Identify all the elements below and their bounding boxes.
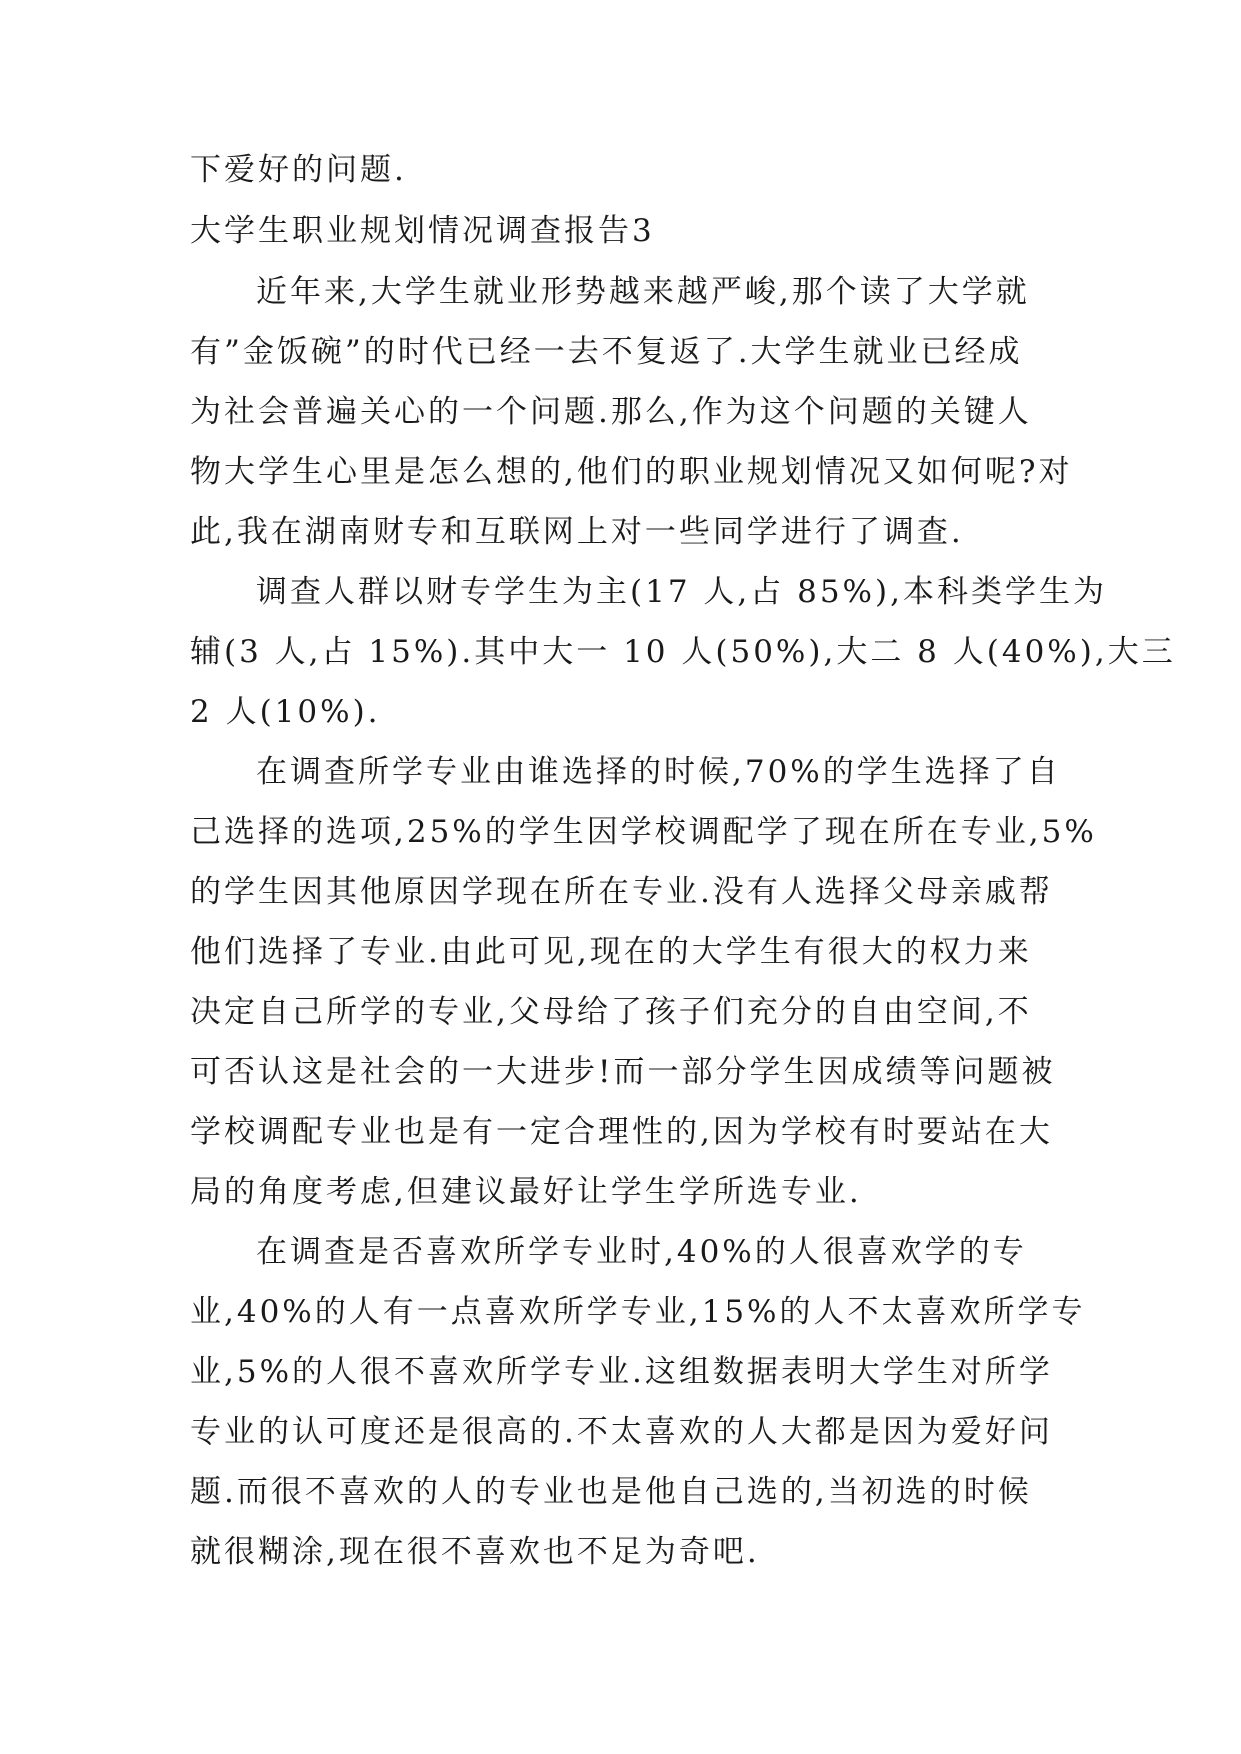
text-line: 题.而很不喜欢的人的专业也是他自己选的,当初选的时候 <box>190 1474 1032 1510</box>
text-line: 为社会普遍关心的一个问题.那么,作为这个问题的关键人 <box>190 394 1032 430</box>
text-line: 可否认这是社会的一大进步!而一部分学生因成绩等问题被 <box>190 1054 1056 1090</box>
text-line: 业,5%的人很不喜欢所学专业.这组数据表明大学生对所学 <box>190 1354 1053 1390</box>
text-line: 调查人群以财专学生为主(17 人,占 85%),本科类学生为 <box>256 574 1107 610</box>
text-line: 己选择的选项,25%的学生因学校调配学了现在所在专业,5% <box>190 814 1097 850</box>
text-line: 辅(3 人,占 15%).其中大一 10 人(50%),大二 8 人(40%),大三 <box>190 634 1176 670</box>
text-line: 在调查所学专业由谁选择的时候,70%的学生选择了自 <box>256 754 1061 790</box>
text-line: 物大学生心里是怎么想的,他们的职业规划情况又如何呢?对 <box>190 454 1073 490</box>
text-line: 此,我在湖南财专和互联网上对一些同学进行了调查. <box>190 514 964 550</box>
text-line: 专业的认可度还是很高的.不太喜欢的人大都是因为爱好问 <box>190 1414 1053 1450</box>
text-line: 有”金饭碗”的时代已经一去不复返了.大学生就业已经成 <box>190 334 1023 370</box>
text-line: 的学生因其他原因学现在所在专业.没有人选择父母亲戚帮 <box>190 874 1053 910</box>
text-line: 下爱好的问题. <box>190 152 407 188</box>
section-heading: 大学生职业规划情况调查报告3 <box>190 213 655 249</box>
text-line: 近年来,大学生就业形势越来越严峻,那个读了大学就 <box>256 274 1030 310</box>
text-line: 在调查是否喜欢所学专业时,40%的人很喜欢学的专 <box>256 1234 1027 1270</box>
text-line: 就很糊涂,现在很不喜欢也不足为奇吧. <box>190 1534 760 1570</box>
text-line: 学校调配专业也是有一定合理性的,因为学校有时要站在大 <box>190 1114 1053 1150</box>
text-line: 业,40%的人有一点喜欢所学专业,15%的人不太喜欢所学专 <box>190 1294 1086 1330</box>
text-line: 局的角度考虑,但建议最好让学生学所选专业. <box>190 1174 862 1210</box>
text-line: 他们选择了专业.由此可见,现在的大学生有很大的权力来 <box>190 934 1032 970</box>
text-line: 决定自己所学的专业,父母给了孩子们充分的自由空间,不 <box>190 994 1032 1030</box>
text-line: 2 人(10%). <box>190 694 381 730</box>
